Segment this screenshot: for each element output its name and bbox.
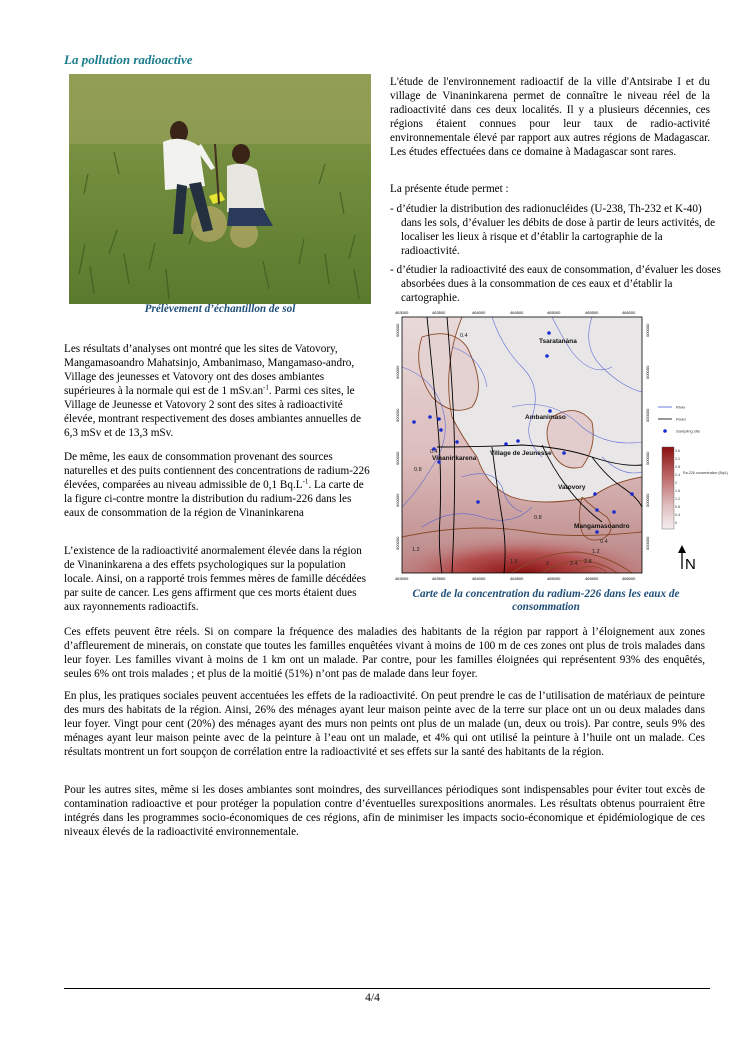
radium-map [392,307,729,585]
scale-value: 2.4 [675,473,680,477]
scale-value: 3.6 [675,449,680,453]
x-tick: 466000 [622,310,636,315]
x-tick: 463000 [395,576,409,581]
intro-paragraph: L'étude de l'environnement radioactif de la ville d'Antsirabe I et du village de Vinaninkarena permet de connaître le niveau réel de la radioactivité dans ces deux localités. Il y a plusieurs décennies, ces régions étaient connues pour leur taux de radio-activité environnementale élevé par rapport aux autres régions de Madagascar. Les études effectuées dans ce domaine à Madagascar sont rares. [390,76,710,158]
left-paragraph-2: De même, les eaux de consommation provenant des sources naturelles et des puits contiennent des concentrations de radium-226 élevées, comparées au niveau admissible de 0,1 $Bq.L^{-1}$. La carte de la figure ci-contre montre la distribution du radium-226 dans les eaux de consommation de la région de Vinaninkarena [64,451,370,519]
place-label: Mangamasoandro [574,523,630,530]
scale-value: 1.2 [675,497,680,501]
x-tick: 463500 [432,310,446,315]
x-tick: 464000 [472,310,486,315]
y-tick: 000000 [395,408,400,422]
soil-sampling-photo [69,74,371,304]
contour-label: 2 [546,561,550,567]
y-tick: 000000 [645,365,650,379]
x-tick: 465000 [547,576,561,581]
left-paragraph-3: L’existence de la radioactivité anormalement élevée dans la région de Vinaninkarena a des effets psychologiques sur la population locale. Ainsi, on a rapporté trois femmes mères de famille décédées par suite de cancer. Les gens affirment que ces morts étaient dues aux rayonnements radioactifs. [64,545,366,613]
contour-label: 0.8 [414,467,422,473]
body-paragraph-3: Pour les autres sites, même si les doses ambiantes sont moindres, des surveillances périodiques sont indispensables pour éviter tout excès de contamination radioactive et pour protéger la population contre d’éventuelles surexpositions anormales. Les résultats obtenus pourraient être intégrés dans les programmes socio-économiques de ces régions, afin de minimiser les impacts socio-économique et épidémiologique de ces niveaux élevés de la radioactivité environnementale. [64,784,705,838]
y-tick: 000000 [645,493,650,507]
scale-value: 3.2 [675,457,680,461]
x-tick: 463000 [395,310,409,315]
x-tick: 464500 [510,576,524,581]
x-tick: 464500 [510,310,524,315]
y-tick: 000000 [395,323,400,337]
place-label: Village de Jeunesse [490,450,552,457]
north-label: N [685,556,696,573]
x-tick: 465500 [585,576,599,581]
study-item-2: - d’étudier la radioactivité des eaux de consommation, d’évaluer les doses absorbées dues à la consommation de ces eaux et d’établir la cartographie. [390,264,721,304]
legend-road: Road [676,416,686,422]
x-tick: 465500 [585,310,599,315]
x-tick: 466000 [622,576,636,581]
y-tick: 000000 [395,536,400,550]
left-paragraph-1: Les résultats d’analyses ont montré que les sites de Vatovory, Mangamasoandro Mahatsinjo, Ambanimaso, Mangamaso-andro, Village des jeunesses et Vatovory ont des doses ambiantes supérieures à la normale qui est de 1 $mSv.an^{-1}$. Parmi ces sites, le Village de Jeunesse et Vatovory 2 sont des sites à radioactivité élevée, montrant respectivement des doses ambiantes annuelles de 6,3 mSv et de 13,3 mSv. [64,343,361,439]
contour-label: 0.4 [430,449,438,455]
contour-label: 0.4 [600,539,608,545]
section-title: La pollution radioactive [64,52,193,67]
scale-value: 0 [675,521,677,525]
scale-value: 2.8 [675,465,680,469]
y-tick: 000000 [395,365,400,379]
north-arrow-icon [678,545,696,573]
place-label: Tsaratanàna [539,338,577,345]
place-label: Ambanimaso [525,414,566,421]
study-item-1: - d’étudier la distribution des radionucléides (U-238, Th-232 et K-40) dans les sols, d’évaluer les débits de dose à partir de leurs activités, de localiser les lieux à risque et d’établir la cartographie de la radioactivité. [390,203,716,257]
study-intro: La présente étude permet : [390,183,509,195]
photo-caption: Prélèvement d’échantillon de sol [144,303,296,315]
y-tick: 000000 [645,323,650,337]
contour-label: 1.6 [510,559,518,565]
y-tick: 000000 [395,493,400,507]
color-scale-bar [662,447,674,529]
x-tick: 465000 [547,310,561,315]
scale-value: 1.6 [675,489,680,493]
map-caption: Carte de la concentration du radium-226 dans les eaux de consommation [412,588,680,613]
contour-label: 0.8 [534,515,542,521]
y-tick: 000000 [645,536,650,550]
contour-label: 1.2 [412,547,420,553]
scale-value: 0.8 [675,505,680,509]
contour-label: 2.8 [584,559,592,565]
scale-title: Ra-226 concentration (Bq/L) [683,471,729,475]
legend-site: Sampling site [676,428,701,434]
place-label: Vatovory [558,484,586,491]
contour-label: 0.4 [460,333,468,339]
body-paragraph-2: En plus, les pratiques sociales peuvent accentuées les effets de la radioactivité. On peut prendre le cas de l’utilisation de matériaux de peinture des murs des habitats de la région. Ainsi, 26% des ménages ayant leur maison peinte avec de la terre sur place ont un ou deux malades dans leur foyer. Vingt pour cent (20%) des ménages ayant des murs non peints ont plus de un malade (un, deux ou trois). Par contre, seuls 9% des ménages ayant leur maison peinte avec de la peinture à l’eau ont un malade, et 4% qui ont utilisé la peinture à l’huile ont un malade. Ces résultats montrent un fort soupçon de corrélation entre la radioactivité et ses effets sur la santé des habitants de la région. [64,690,705,758]
contour-label: 2.4 [570,561,578,567]
y-tick: 000000 [645,451,650,465]
scale-value: 2 [675,481,677,485]
legend-river: River [676,404,686,410]
contour-label: 1.2 [592,549,600,555]
x-tick: 464000 [472,576,486,581]
x-tick: 463500 [432,576,446,581]
scale-value: 0.4 [675,513,680,517]
body-paragraph-1: Ces effets peuvent être réels. Si on compare la fréquence des maladies des habitants de la région par rapport à l’éloignement aux zones d’affleurement de minerais, on constate que toutes les familles enquêtées vivant à moins de 100 m de ces zones ont plus de trois malades dans leur foyer. Les familles vivant à moins de 1 km ont un malade. Par contre, pour les familles éloignées qui représentent 93% des enquêtés, seules 6% ont trois malades ; et plus de la moitié (51%) n’ont pas de malade dans leur foyer. [64,626,705,680]
page-number: 4/4 [365,992,380,1004]
y-tick: 000000 [395,451,400,465]
place-label: Vinaninkarena [432,455,477,462]
y-tick: 000000 [645,408,650,422]
footer-divider [64,988,710,989]
